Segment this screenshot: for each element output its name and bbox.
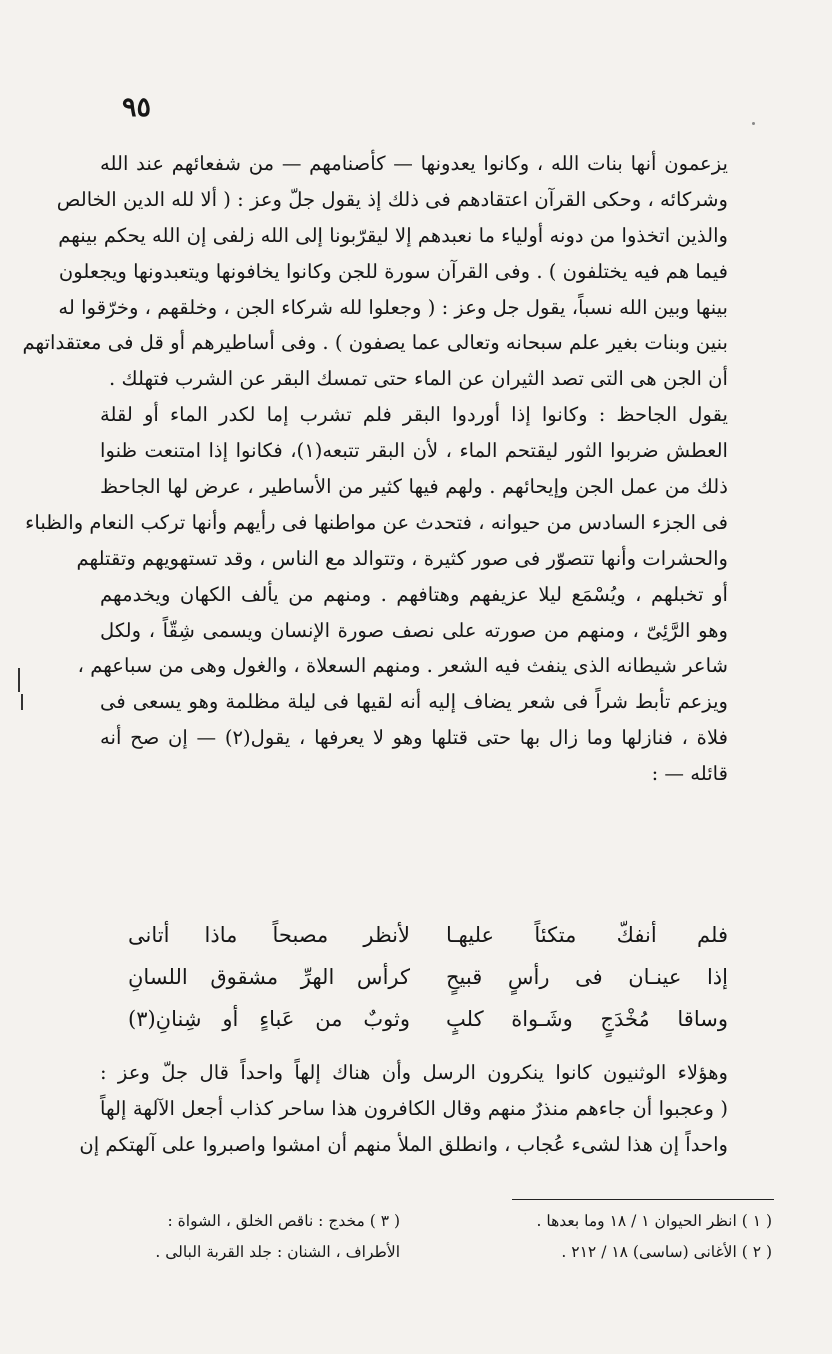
footnote: ( ٣ ) مخدج : ناقص الخلق ، الشواة :: [167, 1212, 400, 1230]
main-paragraph: [22, 146, 729, 792]
text-line: والذين اتخذوا من دونه أولياء ما نعبدهم إلا ليقرّبونا إلى الله زلفى إن الله يحكم بينهم: [58, 223, 728, 247]
footnote-column-right: [507, 1206, 772, 1268]
poem-verse: [128, 956, 728, 998]
closing-paragraph: [79, 1055, 728, 1163]
text-line: أو تخبلهم ، ويُسْمَع ليلا عزيفهم وهتافهم . ومنهم من يألف الكهان ويخدمهم: [100, 582, 728, 606]
poem-first-hemistich: إذا عينـان فى رأسٍ قبيحٍ: [446, 965, 728, 989]
footnotes: [100, 1206, 772, 1268]
text-line: فى الجزء السادس من حيوانه ، فتحدث عن مواطنها فى رأيهم وأنها تركب النعام والظباء: [25, 510, 728, 534]
text-line: يقول الجاحظ : وكانوا إذا أوردوا البقر فلم تشرب إما لكدر الماء أو لقلة: [100, 403, 728, 427]
scan-speck: [752, 122, 755, 125]
footnote-divider: [512, 1199, 774, 1200]
footnote: ( ١ ) انظر الحيوان ١ / ١٨ وما بعدها .: [536, 1212, 772, 1230]
text-line: واحداً إن هذا لشىء عُجاب ، وانطلق الملأ منهم أن امشوا واصبروا على آلهتكم إن: [79, 1133, 728, 1156]
text-line: فيما هم فيه يختلفون ) . وفى القرآن سورة للجن وكانوا يخافونها ويتعبدونها ويجعلون: [58, 259, 728, 283]
poem-first-hemistich: وساقا مُخْدَجٍ وشَـواة كلبٍ: [446, 1007, 728, 1031]
text-line: ويزعم تأبط شراً فى شعر يضاف إليه أنه لقيها فى ليلة مظلمة وهو يسعى فى: [100, 690, 728, 714]
text-line: العطش ضربوا الثور ليقتحم الماء ، لأن البقر تتبعه(١)، فكانوا إذا امتنعت ظنوا: [100, 439, 728, 463]
margin-scan-mark: [21, 694, 23, 710]
footnote-column-left: [100, 1206, 400, 1268]
text-line: ( وعجبوا أن جاءهم منذرٌ منهم وقال الكافرون هذا ساحر كذاب أجعل الآلهة إلهاً: [100, 1097, 728, 1120]
poem-verse: [128, 998, 728, 1040]
text-line: ذلك من عمل الجن وإيحائهم . ولهم فيها كثير من الأساطير ، عرض لها الجاحظ: [100, 475, 728, 499]
poem-second-hemistich: كرأس الهرِّ مشقوق اللسانِ: [128, 965, 410, 989]
text-line: شاعر شيطانه الذى ينفث فيه الشعر . ومنهم السعلاة ، والغول وهى من سباعهم ،: [77, 654, 728, 678]
page-number: ٩٥: [122, 92, 152, 123]
text-line: وهؤلاء الوثنيون كانوا ينكرون الرسل وأن هناك إلهاً واحداً قال جلّ وعز :: [100, 1061, 728, 1084]
footnote: ( ٢ ) الأغانى (ساسى) ١٨ / ٢١٢ .: [561, 1243, 772, 1261]
text-line: يزعمون أنها بنات الله ، وكانوا يعدونها — كأصنامهم — من شفعائهم عند الله: [100, 152, 728, 175]
poem-verse: [128, 914, 728, 956]
text-line: قائله — :: [651, 762, 728, 786]
text-line: بينها وبين الله نسباً، يقول جل وعز : ( وجعلوا لله شركاء الجن ، وخلقهم ، وخرّقوا له: [58, 295, 728, 319]
poem-second-hemistich: وثوبٌ من عَباءٍ أو شِنانِ(٣): [128, 1007, 410, 1031]
text-line: فلاة ، فنازلها وما زال بها حتى قتلها وهو لا يعرفها ، يقول(٢) — إن صح أنه: [100, 726, 729, 750]
text-line: أن الجن هى التى تصد الثيران عن الماء حتى تمسك البقر عن الشرب فتهلك .: [109, 367, 728, 391]
poem-verses: [128, 914, 728, 1040]
poem-first-hemistich: فلم أنفكّ متكئاً عليهـا: [446, 923, 728, 947]
text-line: والحشرات وأنها تتصوّر فى صور كثيرة ، وتتوالد مع الناس ، وقد تستهويهم وتقتلهم: [76, 546, 728, 570]
text-line: وشركائه ، وحكى القرآن اعتقادهم فى ذلك إذ يقول جلّ وعز : ( ألا لله الدين الخالص: [56, 187, 728, 211]
poem-second-hemistich: لأنظر مصبحاً ماذا أتانى: [128, 923, 410, 947]
text-line: وهو الرَّئِىّ ، ومنهم من صورته على نصف صورة الإنسان ويسمى شِقّاً ، ولكل: [100, 618, 728, 642]
margin-scan-mark: [18, 668, 20, 692]
text-line: بنين وبنات بغير علم سبحانه وتعالى عما يصفون ) . وفى أساطيرهم أو قل فى معتقداتهم: [22, 331, 728, 355]
footnote: الأطراف ، الشنان : جلد القربة البالى .: [155, 1243, 400, 1261]
